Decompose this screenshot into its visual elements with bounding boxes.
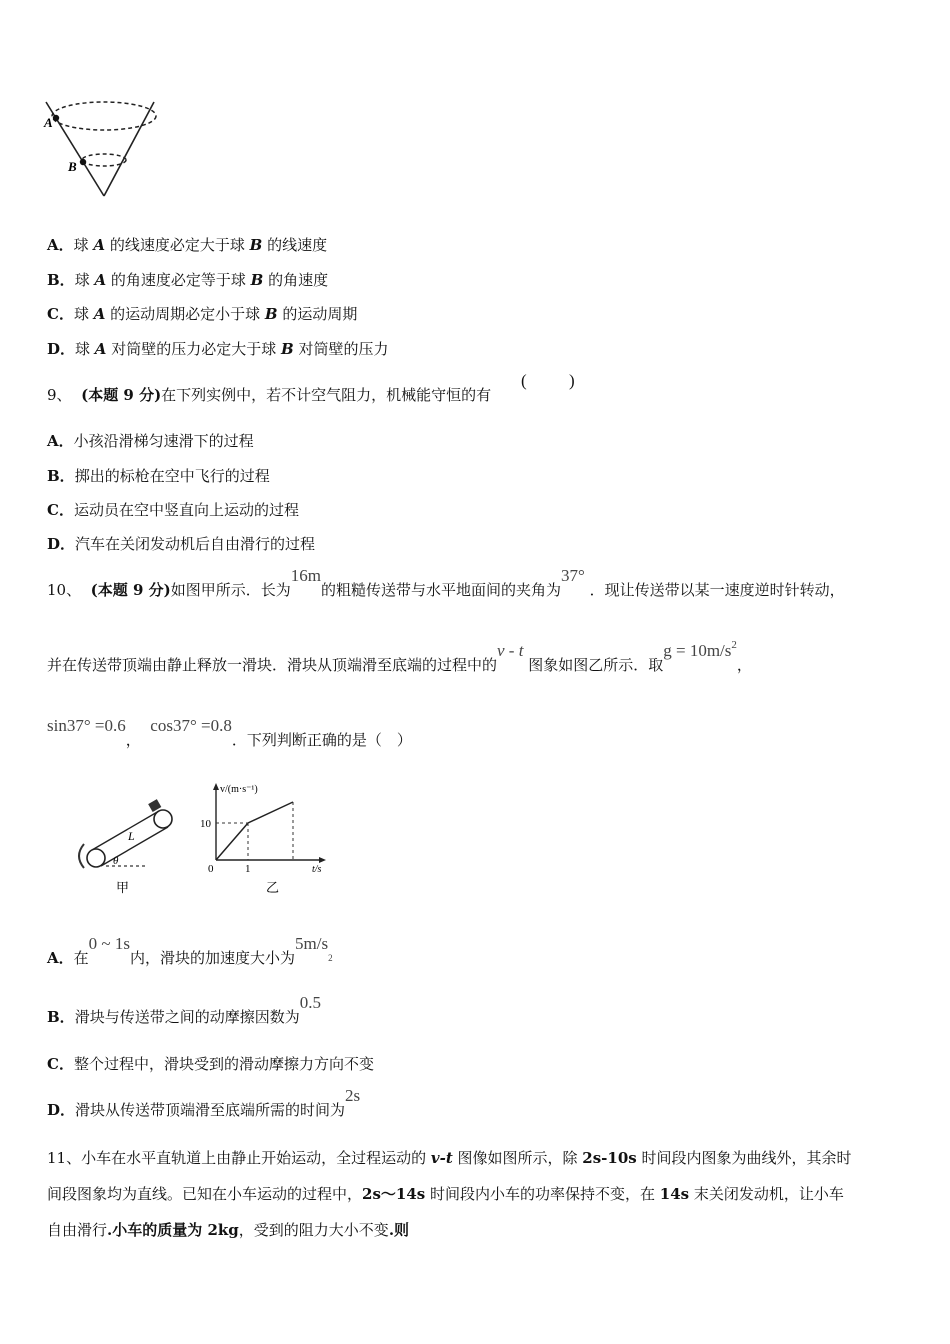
vt-line — [216, 802, 293, 860]
label-theta: θ — [113, 855, 119, 867]
caption-jia: 甲 — [116, 880, 130, 895]
q10-line-3: sin37° =0.6， cos37° =0.8．下列判断正确的是（ ） — [47, 716, 412, 749]
x-axis-label: t/s — [312, 864, 322, 875]
label-a: A — [44, 115, 53, 130]
q11-line-2: 间段图象均为直线。已知在小车运动的过程中，2s～14s 时间段内小车的功率保持不变，在 14s 末关闭发动机，让小车 — [47, 1185, 844, 1203]
q8-option-b: B．球 A 的角速度必定等于球 B 的角速度 — [47, 271, 329, 289]
belt-upper — [92, 811, 159, 850]
q10-line-2: 并在传送带顶端由静止释放一滑块．滑块从顶端滑至底端的过程中的v - t 图象如图乙所示．取$g = 10m/s^2$， — [47, 639, 752, 674]
cone-figure — [38, 94, 163, 204]
q9-option-d: D．汽车在关闭发动机后自由滑行的过程 — [47, 535, 316, 553]
q11-line-3: 自由滑行.小车的质量为 2kg，受到的阻力大小不变.则 — [47, 1221, 410, 1239]
caption-yi: 乙 — [266, 880, 280, 895]
origin-label: 0 — [208, 863, 214, 875]
q10-g: g = 10m/s — [663, 641, 732, 660]
cone-right-wall — [104, 102, 154, 196]
rotation-arrow-icon — [79, 844, 84, 868]
x-tick-label: 1 — [245, 863, 251, 875]
q8-option-a: A．球 A 的线速度必定大于球 B 的线速度 — [47, 236, 328, 254]
ball-b — [80, 159, 86, 165]
q10-option-c: C．整个过程中，滑块受到的滑动摩擦力方向不变 — [47, 1055, 374, 1073]
q9-option-c: C．运动员在空中竖直向上运动的过程 — [47, 501, 299, 519]
q8-option-d: D．球 A 对筒壁的压力必定大于球 B 对筒壁的压力 — [47, 340, 389, 358]
q10-vt: v - t — [497, 641, 524, 660]
q9-paren-open: ( — [521, 371, 527, 390]
q9-stem: 9、 (本题 9 分)在下列实例中，若不计空气阻力，机械能守恒的有 — [47, 386, 492, 404]
q10-g-exp: 2 — [731, 639, 737, 651]
conveyor-figure — [68, 798, 193, 898]
q10-option-b: B．滑块与传送带之间的动摩擦因数为0.5 — [47, 993, 321, 1026]
q10-angle: 37° — [560, 566, 585, 585]
ball-a — [53, 115, 59, 121]
x-axis-arrow-icon — [319, 857, 326, 863]
q10-length: 16m — [290, 566, 321, 585]
q10-sin: sin37° =0.6 — [47, 716, 126, 735]
cone-lower-orbit — [82, 154, 126, 166]
label-b: B — [68, 159, 77, 174]
cone-top-rim — [52, 102, 156, 130]
q10-option-a: A．在0 ~ 1s内，滑块的加速度大小为5m/s2 — [47, 934, 333, 967]
q9-option-b: B．掷出的标枪在空中飞行的过程 — [47, 467, 270, 485]
y-axis-arrow-icon — [213, 783, 219, 790]
q9-paren-close: ) — [569, 371, 575, 390]
bottom-pulley — [87, 849, 105, 867]
q10-cos: cos37° =0.8 — [150, 716, 232, 735]
vt-graph — [198, 780, 338, 895]
q11-line-1: 11、小车在水平直轨道上由静止开始运动，全过程运动的 v-t 图像如图所示，除 2s-10s 时间段内图象为曲线外，其余时 — [47, 1149, 852, 1167]
y-axis-label: v/(m·s⁻¹) — [220, 784, 258, 795]
q9-option-a: A．小孩沿滑梯匀速滑下的过程 — [47, 432, 254, 450]
q8-option-c: C．球 A 的运动周期必定小于球 B 的运动周期 — [47, 305, 358, 323]
label-l: L — [128, 829, 135, 843]
q10-line-1: 10、 (本题 9 分)如图甲所示．长为16m的粗糙传送带与水平地面间的夹角为37° ．现让传送带以某一速度逆时针转动， — [47, 566, 845, 599]
q10-option-d: D．滑块从传送带顶端滑至底端所需的时间为2s — [47, 1086, 361, 1119]
y-tick-label: 10 — [200, 818, 211, 830]
